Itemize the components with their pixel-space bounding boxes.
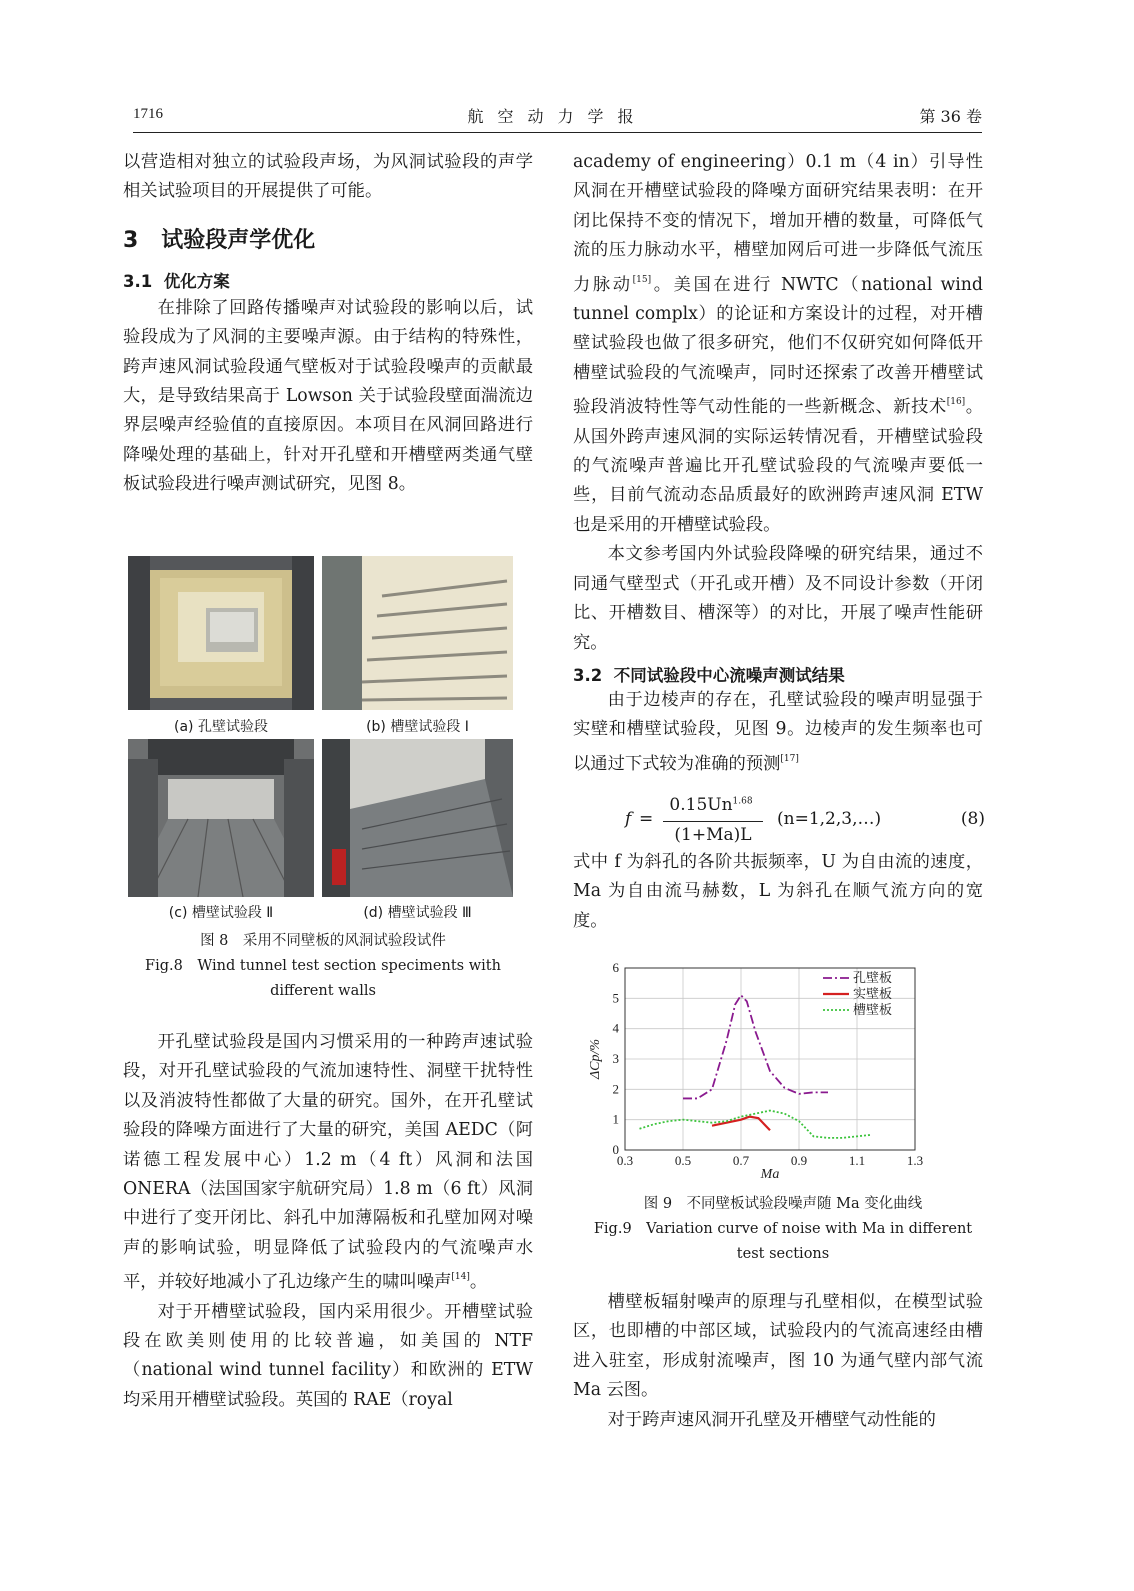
right-column-top xyxy=(573,148,983,779)
fig9-caption xyxy=(573,1192,993,1267)
ref-15: [15] xyxy=(632,274,652,285)
right-paragraph-3: 由于边棱声的存在，孔壁试验段的噪声明显强于实壁和槽壁试验段，见图 9。边棱声的发生频率也可以通过下式较为准确的预测[17] xyxy=(573,689,983,774)
right-paragraph-5: 槽壁板辐射噪声的原理与孔壁相似，在模型试验区，也即槽的中部区域，试验段内的气流高速经由槽进入驻室，形成射流噪声，图 10 为通气壁内部气流 Ma 云图。 xyxy=(573,1292,983,1401)
photo-slotted-wall-3 xyxy=(322,739,513,897)
section-heading: 3 试验段声学优化 xyxy=(123,227,316,253)
subsection-heading-3-2: 3.2 不同试验段中心流噪声测试结果 xyxy=(573,665,845,685)
fig8-subcaption-a: (a) 孔壁试验段 xyxy=(174,719,268,735)
page-number: 1716 xyxy=(133,106,163,122)
legend-label-1: 孔壁板 xyxy=(853,971,893,986)
left-paragraph-1: 以营造相对独立的试验段声场，为风洞试验段的声学相关试验项目的开展提供了可能。 xyxy=(123,152,533,202)
y-tick-label: 0 xyxy=(612,1142,619,1157)
journal-title: 航空动力学报 xyxy=(467,107,648,126)
equation-8 xyxy=(625,795,985,851)
y-tick-label: 3 xyxy=(612,1051,619,1066)
y-tick-label: 1 xyxy=(612,1111,619,1127)
fig8-subcaption-c: (c) 槽壁试验段 Ⅱ xyxy=(168,905,274,921)
series-line-1 xyxy=(683,995,828,1098)
eq-equals: = xyxy=(639,809,654,829)
fig8-caption-en-2: different walls xyxy=(270,983,376,999)
fig9-caption-cn: 图 9 不同壁板试验段噪声随 Ma 变化曲线 xyxy=(643,1196,923,1212)
right-paragraph-2: 本文参考国内外试验段降噪的研究结果，通过不同通气壁型式（开孔或开槽）及不同设计参数（开闭比、开槽数目、槽深等）的对比，开展了噪声性能研究。 xyxy=(573,544,983,653)
ref-14: [14] xyxy=(451,1272,470,1283)
left-paragraph-3: 开孔壁试验段是国内习惯采用的一种跨声速试验段，对开孔壁试验段的气流加速特性、洞壁干扰特性以及消波特性都做了大量的研究。国外，在开孔壁试验段的降噪方面进行了大量的研究，美国 AEDC（阿诺德工程发展中心）1.2 m（4 ft）风洞和法国 ONERA（法国国家宇航研究局）1.8 m（6 ft）风洞中进行了变开闭比、斜孔中加薄隔板和孔壁加网对噪声的影响试验，明显降低了试验段内的气流噪声水平，并较好地减小了孔边缘产生的啸叫噪声[14]。 xyxy=(123,1032,533,1293)
left-paragraph-4: 对于开槽壁试验段，国内采用很少。开槽壁试验段在欧美则使用的比较普遍，如美国的 NTF（national wind tunnel facility）和欧洲的 ETW 均采用开槽壁试验段。英国的 RAE（royal xyxy=(123,1301,533,1410)
x-tick-label: 0.9 xyxy=(790,1153,808,1168)
photo-slotted-wall-2 xyxy=(128,739,314,897)
legend-label-3: 槽壁板 xyxy=(853,1003,893,1018)
right-paragraph-1: academy of engineering）0.1 m（4 in）引导性风洞在开槽壁试验段的降噪方面研究结果表明：在开闭比保持不变的情况下，增加开槽的数量，可降低气流的压力脉动水平，槽壁加网后可进一步降低气流压力脉动[15]。美国在进行 NWTC（national wind tunnel complx）的论证和方案设计的过程，对开槽壁试验段也做了很多研究，他们不仅研究如何降低开槽壁试验段的气流噪声，同时还探索了改善开槽壁试验段消波特性等气动性能的一些新概念、新技术[16]。从国外跨声速风洞的实际运转情况看，开槽壁试验段的气流噪声普遍比开孔壁试验段的气流噪声要低一些，目前气流动态品质最好的欧洲跨声速风洞 ETW 也是采用的开槽壁试验段。 xyxy=(573,152,983,535)
fig9-caption-en-1: Fig.9 Variation curve of noise with Ma in different xyxy=(593,1221,973,1237)
fig9-caption-en-2: test sections xyxy=(736,1246,830,1262)
y-tick-label: 5 xyxy=(612,990,619,1006)
ref-16: [16] xyxy=(946,397,966,408)
left-column-top xyxy=(123,148,533,500)
fig8-caption xyxy=(123,929,523,1004)
right-paragraph-6: 对于跨声速风洞开孔壁及开槽壁气动性能的 xyxy=(607,1409,936,1430)
x-tick-label: 0.3 xyxy=(616,1153,634,1168)
fig9-chart xyxy=(580,958,940,1188)
y-tick-label: 4 xyxy=(612,1020,619,1036)
x-tick-label: 0.5 xyxy=(674,1153,692,1168)
y-axis-label: ΔCp/% xyxy=(588,1038,603,1080)
series-line-3 xyxy=(640,1111,872,1138)
fig8-caption-en-1: Fig.8 Wind tunnel test section speciments with xyxy=(145,958,501,974)
right-paragraph-4: 式中 f 为斜孔的各阶共振频率，U 为自由流的速度，Ma 为自由流马赫数，L 为斜孔在顺气流方向的宽度。 xyxy=(573,852,983,931)
legend-label-2: 实壁板 xyxy=(853,987,893,1002)
ref-17: [17] xyxy=(780,753,799,764)
fig8-subcaption-d: (d) 槽壁试验段 Ⅲ xyxy=(363,905,472,921)
eq-condition: (n=1,2,3,…) xyxy=(777,809,882,829)
eq-f: f xyxy=(625,809,632,829)
right-column-bottom xyxy=(573,1288,983,1435)
y-tick-label: 2 xyxy=(612,1081,619,1097)
fig8-subcaption-b: (b) 槽壁试验段 Ⅰ xyxy=(366,719,469,735)
x-tick-label: 0.7 xyxy=(732,1153,750,1168)
fig8-caption-cn: 图 8 采用不同壁板的风洞试验段试件 xyxy=(200,933,446,949)
eq-numerator: $0.15Un^{1.68}$ xyxy=(669,795,753,815)
x-axis-label: Ma xyxy=(760,1167,780,1182)
subsection-heading-3-1: 3.1 优化方案 xyxy=(123,271,230,291)
eq-fraction-bar xyxy=(663,821,763,822)
photo-slotted-wall-1 xyxy=(322,556,513,710)
right-column-mid xyxy=(573,848,983,936)
y-tick-label: 6 xyxy=(612,960,619,975)
volume-label: 第 36 卷 xyxy=(919,107,982,126)
page-header xyxy=(133,100,982,133)
left-paragraph-2: 在排除了回路传播噪声对试验段的影响以后，试验段成为了风洞的主要噪声源。由于结构的特殊性，跨声速风洞试验段通气壁板对于试验段噪声的贡献最大，是导致结果高于 Lowson 关于试验段壁面湍流边界层噪声经验值的直接原因。本项目在风洞回路进行降噪处理的基础上，针对开孔壁和开槽壁两类通气壁板试验段进行噪声测试研究，见图 8。 xyxy=(123,297,533,495)
x-tick-label: 1.1 xyxy=(848,1153,866,1168)
left-column-bottom xyxy=(123,1028,533,1415)
photo-perforated-wall xyxy=(128,556,314,710)
x-tick-label: 1.3 xyxy=(906,1153,924,1168)
eq-denominator: (1+Ma)L xyxy=(674,825,752,845)
eq-number: (8) xyxy=(960,809,985,829)
